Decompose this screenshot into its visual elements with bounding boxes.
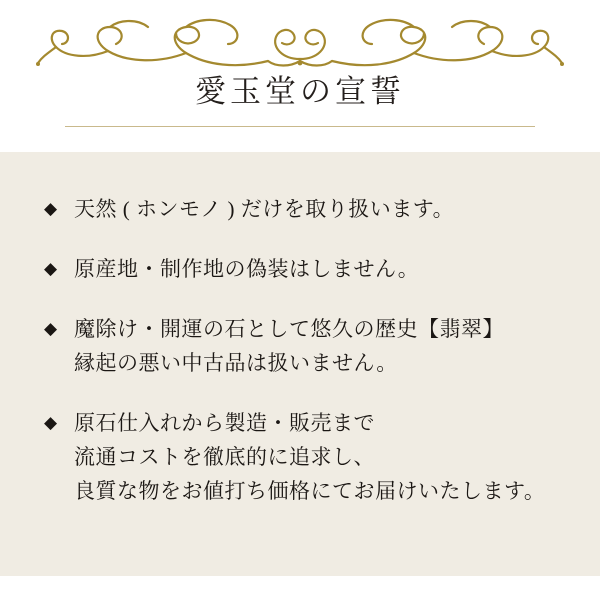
diamond-bullet-icon: ◆ bbox=[44, 259, 58, 278]
pledge-line: 縁起の悪い中古品は扱いません。 bbox=[74, 351, 398, 375]
diamond-bullet-icon: ◆ bbox=[44, 413, 58, 432]
pledge-text bbox=[74, 252, 556, 286]
list-item bbox=[44, 192, 556, 226]
pledge-line: 原石仕入れから製造・販売まで bbox=[74, 411, 375, 435]
bottom-margin bbox=[0, 576, 600, 600]
diamond-bullet-icon: ◆ bbox=[44, 199, 58, 218]
list-item bbox=[44, 252, 556, 286]
page-title-block bbox=[0, 72, 600, 127]
pledge-line: 原産地・制作地の偽装はしません。 bbox=[74, 257, 420, 281]
pledge-line: 魔除け・開運の石として悠久の歴史【翡翠】 bbox=[74, 317, 504, 341]
diamond-bullet-icon: ◆ bbox=[44, 319, 58, 338]
list-item bbox=[44, 312, 556, 380]
pledge-text bbox=[74, 406, 556, 508]
pledge-line: 天然 ( ホンモノ ) だけを取り扱います。 bbox=[74, 197, 455, 221]
flourish-ornament bbox=[0, 8, 600, 78]
pledge-line: 良質な物をお値打ち価格にてお届けいたします。 bbox=[74, 479, 546, 503]
title-divider bbox=[65, 126, 535, 127]
pledge-list bbox=[44, 192, 556, 508]
pledge-text bbox=[74, 192, 556, 226]
pledge-panel bbox=[0, 152, 600, 576]
pledge-text bbox=[74, 312, 556, 380]
page-title: 愛玉堂の宣誓 bbox=[195, 74, 405, 109]
pledge-line: 流通コストを徹底的に追求し、 bbox=[74, 445, 375, 469]
list-item bbox=[44, 406, 556, 508]
